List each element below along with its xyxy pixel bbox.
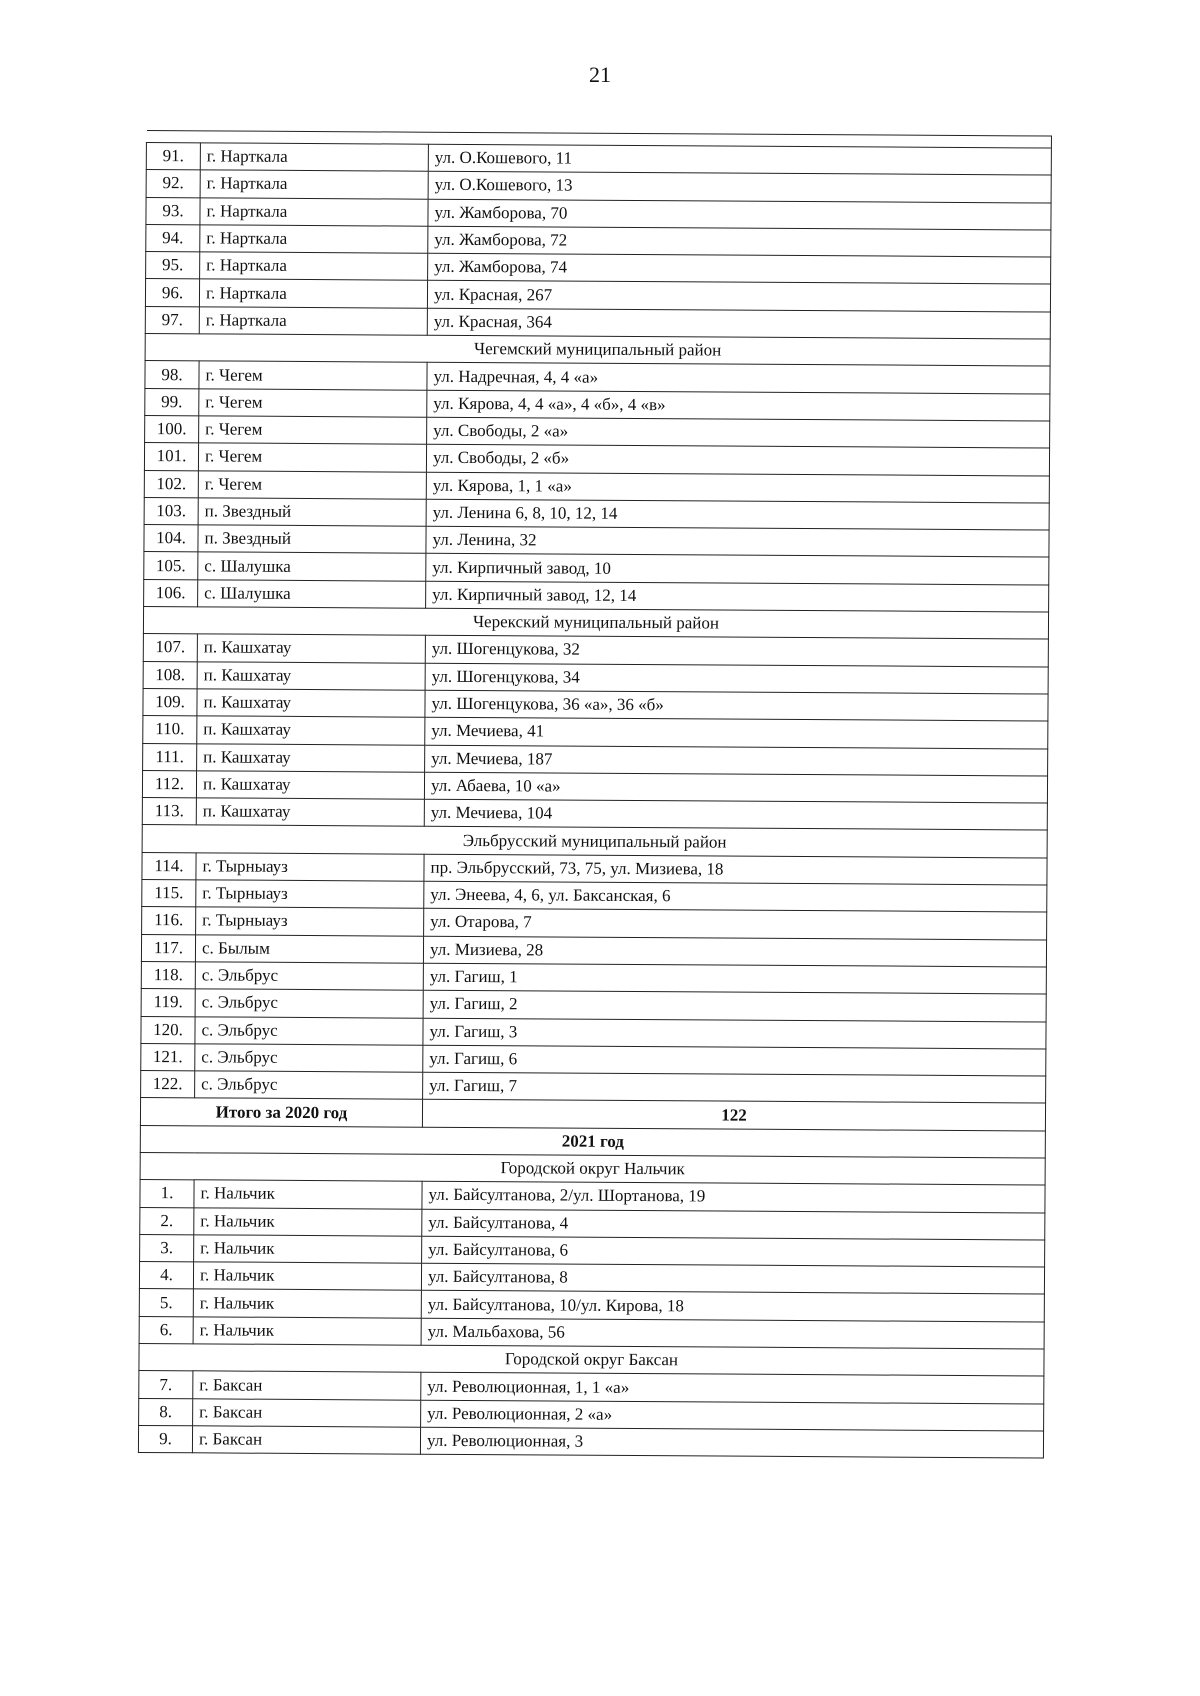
row-number: 91. [146, 143, 200, 171]
row-number: 2. [140, 1207, 194, 1235]
settlement-cell: с. Шалушка [198, 552, 426, 581]
address-cell: ул. Мечиева, 41 [425, 717, 1048, 748]
row-number: 118. [141, 961, 195, 989]
settlement-cell: г. Нарткала [200, 197, 428, 226]
address-cell: ул. Мечиева, 187 [425, 745, 1048, 776]
settlement-cell: с. Шалушка [198, 580, 426, 609]
address-cell: ул. Байсултанова, 8 [421, 1263, 1044, 1294]
settlement-cell: г. Нарткала [200, 170, 428, 199]
settlement-cell: с. Эльбрус [195, 962, 423, 991]
settlement-cell: г. Нарткала [199, 279, 427, 308]
row-number: 113. [142, 798, 196, 826]
table-row [138, 1425, 1043, 1458]
settlement-cell: г. Нарткала [199, 307, 427, 336]
address-cell: ул. Революционная, 3 [420, 1427, 1043, 1458]
address-cell: ул. Ленина, 32 [426, 526, 1049, 557]
row-number: 105. [144, 552, 198, 580]
settlement-cell: г. Баксан [193, 1398, 421, 1427]
address-cell: ул. Ленина 6, 8, 10, 12, 14 [426, 499, 1049, 530]
row-number: 112. [142, 770, 196, 798]
address-cell: ул. Абаева, 10 «а» [424, 772, 1047, 803]
address-cell: ул. Свободы, 2 «а» [427, 417, 1050, 448]
row-number: 8. [139, 1398, 193, 1426]
settlement-cell: г. Чегем [198, 443, 426, 472]
address-cell: ул. Жамборова, 70 [428, 199, 1051, 230]
row-number: 122. [141, 1071, 195, 1099]
settlement-cell: г. Чегем [199, 361, 427, 390]
address-cell: ул. Жамборова, 72 [428, 226, 1051, 257]
page-number: 21 [589, 62, 611, 87]
settlement-cell: г. Баксан [192, 1426, 420, 1455]
row-number: 95. [146, 252, 200, 280]
settlement-cell: п. Кашхатау [196, 771, 424, 800]
settlement-cell: г. Баксан [193, 1371, 421, 1400]
settlement-cell: с. Эльбрус [195, 1044, 423, 1073]
row-number: 4. [139, 1262, 193, 1290]
address-cell: ул. Мальбахова, 56 [421, 1318, 1044, 1349]
total-label: Итого за 2020 год [140, 1098, 422, 1127]
section-title: Чегемский муниципальный район [145, 334, 1050, 367]
address-cell: ул. Гагиш, 1 [423, 963, 1046, 994]
row-number: 107. [143, 634, 197, 662]
row-number: 100. [145, 415, 199, 443]
address-cell: ул. Байсултанова, 4 [422, 1209, 1045, 1240]
settlement-cell: г. Тырныауз [196, 880, 424, 909]
address-cell: ул. Красная, 364 [427, 308, 1050, 339]
settlement-cell: п. Кашхатау [197, 689, 425, 718]
settlement-cell: с. Эльбрус [195, 1016, 423, 1045]
row-number: 103. [144, 497, 198, 525]
address-cell: ул. Кярова, 1, 1 «а» [426, 472, 1049, 503]
settlement-cell: п. Кашхатау [197, 743, 425, 772]
row-number: 120. [141, 1016, 195, 1044]
row-number: 104. [144, 525, 198, 553]
settlement-cell: г. Чегем [199, 388, 427, 417]
settlement-cell: г. Нальчик [194, 1207, 422, 1236]
row-number: 93. [146, 197, 200, 225]
settlement-cell: г. Чегем [199, 416, 427, 445]
address-cell: ул. О.Кошевого, 11 [428, 144, 1051, 175]
settlement-cell: г. Нальчик [193, 1289, 421, 1318]
row-number: 6. [139, 1316, 193, 1344]
section-title: Городской округ Баксан [139, 1344, 1044, 1377]
row-number: 1. [140, 1180, 194, 1208]
address-cell: ул. Революционная, 1, 1 «а» [421, 1373, 1044, 1404]
row-number: 102. [144, 470, 198, 498]
settlement-cell: г. Нальчик [194, 1180, 422, 1209]
address-cell: ул. Шогенцукова, 36 «а», 36 «б» [425, 690, 1048, 721]
row-number: 9. [138, 1425, 192, 1453]
settlement-cell: п. Кашхатау [196, 798, 424, 827]
row-number: 121. [141, 1043, 195, 1071]
settlement-cell: г. Нарткала [200, 252, 428, 281]
row-number: 3. [140, 1234, 194, 1262]
settlement-cell: п. Звездный [198, 498, 426, 527]
row-number: 115. [142, 880, 196, 908]
row-number: 116. [142, 907, 196, 935]
address-cell: ул. Кирпичный завод, 10 [426, 554, 1049, 585]
address-cell: ул. Шогенцукова, 34 [425, 663, 1048, 694]
address-table [138, 130, 1052, 1459]
row-number: 119. [141, 989, 195, 1017]
address-cell: ул. Шогенцукова, 32 [425, 636, 1048, 667]
address-cell: ул. Байсултанова, 6 [422, 1236, 1045, 1267]
settlement-cell: г. Нальчик [193, 1262, 421, 1291]
row-number: 96. [145, 279, 199, 307]
total-value: 122 [422, 1100, 1045, 1131]
address-cell: ул. Байсултанова, 10/ул. Кирова, 18 [421, 1291, 1044, 1322]
address-cell: ул. Гагиш, 7 [423, 1072, 1046, 1103]
address-cell: ул. Гагиш, 3 [423, 1018, 1046, 1049]
row-number: 5. [139, 1289, 193, 1317]
row-number: 111. [143, 743, 197, 771]
address-cell: ул. Свободы, 2 «б» [426, 444, 1049, 475]
address-cell: ул. Энеева, 4, 6, ул. Баксанская, 6 [424, 881, 1047, 912]
settlement-cell: п. Кашхатау [197, 716, 425, 745]
row-number: 7. [139, 1371, 193, 1399]
row-number: 106. [144, 579, 198, 607]
row-number: 108. [143, 661, 197, 689]
address-cell: ул. Кярова, 4, 4 «а», 4 «б», 4 «в» [427, 390, 1050, 421]
address-cell: ул. Байсултанова, 2/ул. Шортанова, 19 [422, 1181, 1045, 1212]
document-sheet [138, 130, 1051, 1459]
address-cell: ул. Жамборова, 74 [428, 253, 1051, 284]
row-number: 97. [145, 306, 199, 334]
address-cell: ул. Кирпичный завод, 12, 14 [426, 581, 1049, 612]
year-title: 2021 год [140, 1125, 1045, 1158]
settlement-cell: п. Кашхатау [197, 634, 425, 663]
settlement-cell: г. Чегем [198, 470, 426, 499]
settlement-cell: г. Нарткала [200, 225, 428, 254]
row-number: 101. [144, 443, 198, 471]
settlement-cell: г. Нарткала [200, 143, 428, 172]
row-number: 109. [143, 688, 197, 716]
row-number: 110. [143, 716, 197, 744]
settlement-cell: г. Нальчик [193, 1317, 421, 1346]
row-number: 94. [146, 224, 200, 252]
address-cell: ул. Мечиева, 104 [424, 799, 1047, 830]
address-table-body [138, 131, 1051, 1459]
section-title: Эльбрусский муниципальный район [142, 825, 1047, 858]
row-number: 117. [141, 934, 195, 962]
address-cell: ул. О.Кошевого, 13 [428, 172, 1051, 203]
row-number: 114. [142, 852, 196, 880]
address-cell: ул. Отарова, 7 [424, 909, 1047, 940]
address-cell: пр. Эльбрусский, 73, 75, ул. Мизиева, 18 [424, 854, 1047, 885]
address-cell: ул. Мизиева, 28 [423, 936, 1046, 967]
settlement-cell: г. Тырныауз [196, 907, 424, 936]
settlement-cell: п. Звездный [198, 525, 426, 554]
settlement-cell: г. Тырныауз [196, 853, 424, 882]
settlement-cell: г. Нальчик [194, 1235, 422, 1264]
address-cell: ул. Надречная, 4, 4 «а» [427, 363, 1050, 394]
row-number: 92. [146, 170, 200, 198]
address-cell: ул. Гагиш, 6 [423, 1045, 1046, 1076]
address-cell: ул. Гагиш, 2 [423, 990, 1046, 1021]
settlement-cell: п. Кашхатау [197, 661, 425, 690]
settlement-cell: с. Эльбрус [195, 989, 423, 1018]
section-title: Городской округ Нальчик [140, 1152, 1045, 1185]
row-number: 99. [145, 388, 199, 416]
settlement-cell: с. Эльбрус [195, 1071, 423, 1100]
settlement-cell: с. Былым [195, 934, 423, 963]
row-number: 98. [145, 361, 199, 389]
section-title: Черекский муниципальный район [143, 607, 1048, 640]
address-cell: ул. Революционная, 2 «а» [421, 1400, 1044, 1431]
address-cell: ул. Красная, 267 [427, 281, 1050, 312]
